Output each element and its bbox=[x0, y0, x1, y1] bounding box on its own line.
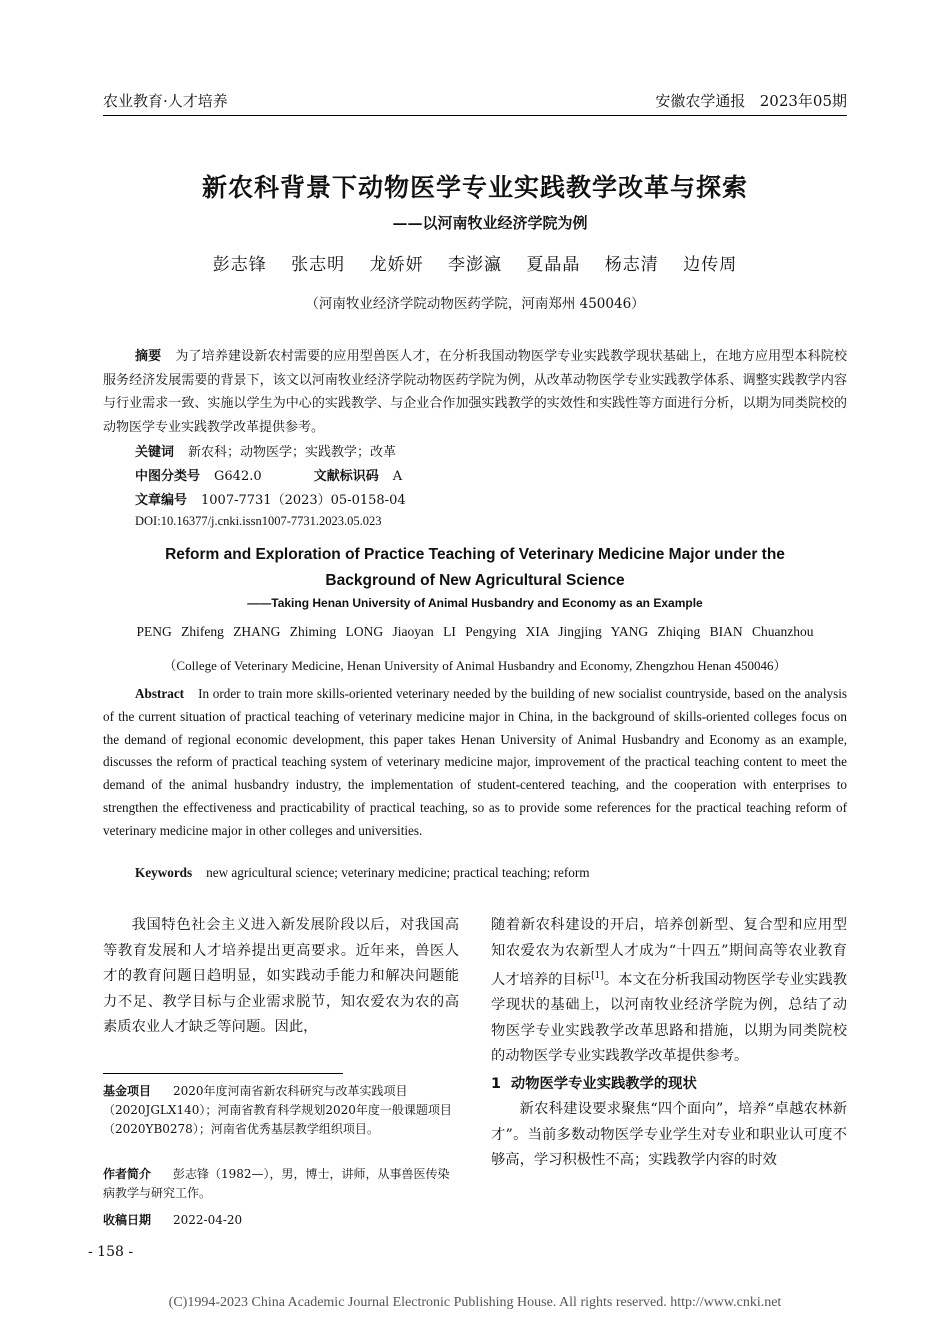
abstract-en bbox=[103, 683, 847, 843]
footnote-author bbox=[103, 1165, 459, 1203]
article-number bbox=[135, 489, 406, 508]
received-date-text: 2022-04-20 bbox=[173, 1213, 243, 1227]
fund-label: 基金项目 bbox=[103, 1084, 152, 1098]
copyright-notice: (C)1994-2023 China Academic Journal Electronic Publishing House. All rights reserved. http://www.cnki.net bbox=[168, 1295, 782, 1310]
keywords-cn-text: 新农科；动物医学；实践教学；改革 bbox=[188, 445, 397, 460]
section-title: 动物医学专业实践教学的现状 bbox=[510, 1075, 697, 1092]
doc-code-value: A bbox=[392, 469, 403, 484]
authors: 彭志锋 张志明 龙娇妍 李澎瀛 夏晶晶 杨志清 边传周 bbox=[212, 255, 738, 275]
english-title bbox=[0, 542, 950, 594]
abstract-en-label: Abstract bbox=[135, 686, 185, 701]
keywords-en-text: new agricultural science; veterinary medicine; practical teaching; reform bbox=[206, 865, 590, 880]
english-affiliation: （College of Veterinary Medicine, Henan University of Animal Husbandry and Economy, Zhengzhou Henan 450046） bbox=[163, 658, 787, 673]
journal-issue bbox=[655, 90, 847, 111]
footnote-fund bbox=[103, 1082, 459, 1139]
clc-label: 中图分类号 bbox=[135, 469, 201, 484]
continued-paragraph: 随着新农科建设的开启，培养创新型、复合型和应用型知农爱农为农新型人才成为“十四五”期间高等农业教育人才培养的目标[1]。本文在分析我国动物医学专业实践教学现状的基础上，以河南牧业经济学院为例，总结了动物医学专业实践教学改革思路和措施，以期为同类院校的动物医学专业实践教学改革提供参考。 bbox=[491, 917, 848, 1065]
body-right-column bbox=[491, 913, 847, 1174]
article-number-value: 1007-7731（2023）05-0158-04 bbox=[201, 493, 406, 508]
footnote-rule bbox=[103, 1073, 343, 1074]
doc-code-label: 文献标识码 bbox=[313, 469, 379, 484]
author-bio-text: 彭志锋（1982—），男，博士，讲师，从事兽医传染病教学与研究工作。 bbox=[103, 1167, 450, 1200]
page-number: - 158 - bbox=[88, 1244, 134, 1260]
affiliation: （河南牧业经济学院动物医药学院，河南郑州 450046） bbox=[305, 296, 645, 312]
received-date-label: 收稿日期 bbox=[103, 1213, 152, 1227]
paper-subtitle: ——以河南牧业经济学院为例 bbox=[392, 214, 588, 232]
abstract-cn bbox=[103, 345, 847, 439]
doi: DOI:10.16377/j.cnki.issn1007-7731.2023.05.023 bbox=[135, 514, 382, 528]
english-subtitle: ——Taking Henan University of Animal Husbandry and Economy as an Example bbox=[247, 596, 703, 610]
clc-value: G642.0 bbox=[214, 469, 262, 484]
keywords-cn bbox=[135, 441, 396, 460]
abstract-cn-label: 摘要 bbox=[135, 349, 162, 364]
english-title-text: Reform and Exploration of Practice Teaching of Veterinary Medicine Major under the Background of New Agricultural Science bbox=[165, 546, 785, 589]
author-bio-label: 作者简介 bbox=[103, 1167, 152, 1181]
header-rule bbox=[103, 115, 847, 116]
citation-ref[interactable]: [1] bbox=[591, 971, 604, 981]
keywords-cn-label: 关键词 bbox=[135, 445, 175, 460]
keywords-en bbox=[135, 865, 590, 881]
journal-name: 安徽农学通报 bbox=[655, 92, 746, 110]
classification bbox=[135, 465, 402, 484]
article-number-label: 文章编号 bbox=[135, 493, 188, 508]
body-left-column bbox=[103, 913, 459, 1041]
keywords-en-label: Keywords bbox=[135, 865, 193, 880]
fund-text: 2020年度河南省新农科研究与改革实践项目（2020JGLX140）；河南省教育科学规划2020年度一般课题项目（2020YB0278）；河南省优秀基层教学组织项目。 bbox=[103, 1084, 452, 1136]
footnote-date bbox=[103, 1211, 459, 1230]
section-heading-1 bbox=[491, 1072, 847, 1098]
intro-paragraph: 我国特色社会主义进入新发展阶段以后，对我国高等教育发展和人才培养提出更高要求。近年来，兽医人才的教育问题日趋明显，如实践动手能力和解决问题能力不足、教学目标与企业需求脱节，知农爱农为农的高素质农业人才缺乏等问题。因此， bbox=[103, 917, 459, 1035]
issue-number: 2023年05期 bbox=[759, 92, 847, 110]
paper-title: 新农科背景下动物医学专业实践教学改革与探索 bbox=[201, 173, 748, 202]
section-number: 1 bbox=[491, 1075, 501, 1092]
abstract-cn-text: 为了培养建设新农村需要的应用型兽医人才，在分析我国动物医学专业实践教学现状基础上，在地方应用型本科院校服务经济发展需要的背景下，该文以河南牧业经济学院动物医药学院为例，从改革动物医学专业实践教学体系、调整实践教学内容与行业需求一致、实施以学生为中心的实践教学、与企业合作加强实践教学的实效性和实践性等方面进行分析，以期为同类院校的动物医学专业实践教学改革提供参考。 bbox=[103, 349, 847, 435]
english-authors: PENG Zhifeng ZHANG Zhiming LONG Jiaoyan LI Pengying XIA Jingjing YANG Zhiqing BIAN Chuanzhou bbox=[136, 624, 814, 639]
section-header: 农业教育·人才培养 bbox=[103, 92, 228, 110]
section1-paragraph: 新农科建设要求聚焦“四个面向”，培养“卓越农林新才”。当前多数动物医学专业学生对专业和职业认可度不够高，学习积极性不高；实践教学内容的时效 bbox=[491, 1101, 847, 1169]
abstract-en-text: In order to train more skills-oriented veterinary needed by the building of new socialist countryside, based on the analysis of the current situation of practical teaching of veterinary medicine major in China, in the background of skills-oriented colleges focus on the demand of regional economic development, this paper takes Henan University of Animal Husbandry and Economy as an example, discusses the reform of practical teaching system of veterinary medicine major, improvement of the practical teaching content to meet the demand of the animal husbandry industry, the implementation of student-centered teaching, and the cooperation with enterprises to strengthen the effectiveness and practicability of practical teaching, so as to provide some references for the practical teaching reform of veterinary medicine major in other colleges and universities. bbox=[103, 686, 847, 838]
